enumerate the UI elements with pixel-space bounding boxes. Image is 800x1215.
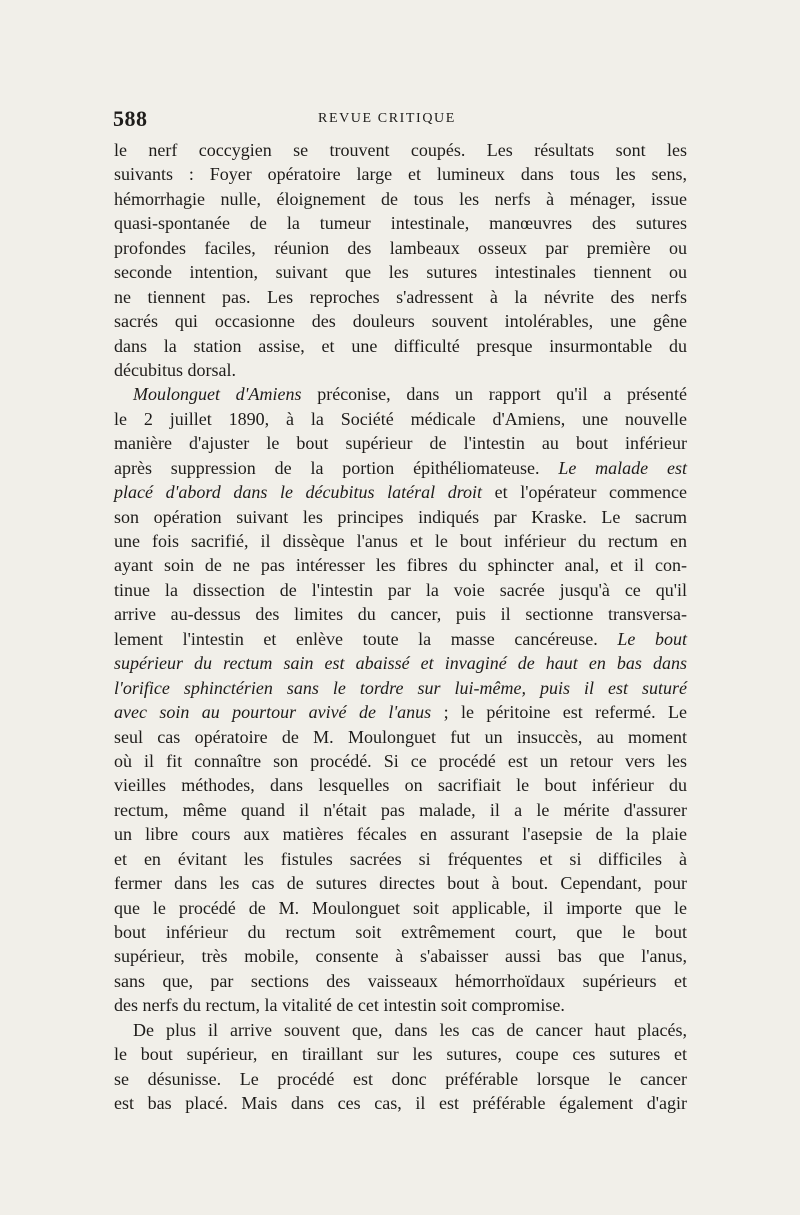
text-line bbox=[114, 1018, 687, 1042]
roman-text: seconde intention, suivant que les sutures intestinales tiennent ou bbox=[114, 262, 687, 283]
roman-text: une fois sacrifié, il dissèque l'anus et le bout inférieur du rectum en bbox=[114, 531, 687, 551]
roman-text: un libre cours aux matières fécales en assurant l'asepsie de la plaie bbox=[114, 824, 687, 845]
text-line bbox=[114, 187, 687, 211]
roman-text: seul cas opératoire de M. Moulonguet fut un insuccès, au moment bbox=[114, 726, 687, 747]
text-line bbox=[114, 334, 687, 358]
roman-text: sans que, par sections des vaisseaux hémorrhoïdaux supérieurs et bbox=[114, 970, 687, 991]
text-line bbox=[114, 749, 687, 773]
roman-text: hémorrhagie nulle, éloignement de tous les nerfs à ménager, issue bbox=[114, 188, 687, 209]
text-line bbox=[114, 1091, 687, 1115]
roman-text: sacrés qui occasionne des douleurs souvent intolérables, une gêne bbox=[114, 311, 687, 332]
text-line bbox=[114, 602, 687, 626]
text-line bbox=[114, 1067, 687, 1091]
roman-text: arrive au-dessus des limites du cancer, puis il sectionne transversa- bbox=[114, 604, 687, 625]
roman-text: le bout supérieur, en tiraillant sur les sutures, coupe ces sutures et bbox=[114, 1044, 687, 1065]
roman-text: ne tiennent pas. Les reproches s'adressent à la névrite des nerfs bbox=[114, 286, 687, 307]
roman-text: et en évitant les fistules sacrées si fréquentes et si difficiles à bbox=[114, 848, 687, 869]
roman-text: tinue la dissection de l'intestin par la voie sacrée jusqu'à ce qu'il bbox=[114, 579, 687, 600]
text-line bbox=[114, 700, 687, 724]
text-line bbox=[114, 969, 687, 993]
roman-text: fermer dans les cas de sutures directes bout à bout. Cependant, pour bbox=[114, 873, 687, 894]
page-number: 588 bbox=[113, 106, 148, 131]
roman-text: ; le péritoine est refermé. Le bbox=[431, 702, 687, 723]
text-line bbox=[114, 627, 687, 651]
text-line bbox=[114, 847, 687, 871]
text-line bbox=[114, 920, 687, 944]
text-line bbox=[114, 138, 687, 162]
text-line bbox=[114, 505, 687, 529]
page-header bbox=[113, 106, 688, 132]
roman-text: est bas placé. Mais dans ces cas, il est préférable également d'agir bbox=[114, 1093, 687, 1114]
roman-text: lement l'intestin et enlève toute la masse cancéreuse. bbox=[114, 628, 618, 649]
italic-text: Le bout bbox=[617, 628, 687, 649]
roman-text: le nerf coccygien se trouvent coupés. Les résultats sont les bbox=[114, 140, 687, 160]
body-text bbox=[114, 138, 687, 1116]
roman-text: suivants : Foyer opératoire large et lumineux dans tous les sens, bbox=[114, 164, 687, 185]
text-line bbox=[114, 456, 687, 480]
text-line bbox=[114, 553, 687, 577]
roman-text: après suppression de la portion épithéliomateuse. bbox=[114, 457, 559, 478]
roman-text: vieilles méthodes, dans lesquelles on sacrifiait le bout inférieur du bbox=[114, 775, 687, 796]
roman-text: décubitus dorsal. bbox=[114, 359, 236, 380]
text-line bbox=[114, 1042, 687, 1066]
roman-text: des nerfs du rectum, la vitalité de cet intestin soit compromise. bbox=[114, 995, 565, 1016]
roman-text: se désunisse. Le procédé est donc préférable lorsque le cancer bbox=[114, 1068, 687, 1089]
text-line bbox=[114, 211, 687, 235]
text-line bbox=[114, 358, 687, 382]
italic-text: placé d'abord dans le décubitus latéral droit bbox=[114, 482, 483, 503]
text-line bbox=[114, 651, 687, 675]
text-line bbox=[114, 260, 687, 284]
text-line bbox=[114, 480, 687, 504]
roman-text: dans la station assise, et une difficulté presque insurmontable du bbox=[114, 335, 687, 356]
text-line bbox=[114, 944, 687, 968]
text-line bbox=[114, 309, 687, 333]
italic-text: l'orifice sphinctérien sans le tordre sur lui-même, puis il est suturé bbox=[114, 677, 687, 698]
running-title: REVUE CRITIQUE bbox=[318, 111, 456, 126]
italic-text: avec soin au pourtour avivé de l'anus bbox=[114, 702, 432, 723]
roman-text: où il fit connaître son procédé. Si ce procédé est un retour vers les bbox=[114, 750, 687, 771]
text-line bbox=[114, 896, 687, 920]
roman-text: bout inférieur du rectum soit extrêmement court, que le bout bbox=[114, 922, 687, 942]
text-line bbox=[114, 725, 687, 749]
roman-text: préconise, dans un rapport qu'il a présenté bbox=[301, 384, 687, 405]
text-line bbox=[114, 993, 687, 1017]
text-line bbox=[114, 871, 687, 895]
text-line bbox=[114, 431, 687, 455]
text-line bbox=[114, 236, 687, 260]
roman-text: son opération suivant les principes indiqués par Kraske. Le sacrum bbox=[114, 506, 687, 527]
text-line bbox=[114, 578, 687, 602]
text-line bbox=[114, 529, 687, 553]
text-line bbox=[114, 798, 687, 822]
roman-text: rectum, même quand il n'était pas malade, il a le mérite d'assurer bbox=[114, 799, 687, 820]
text-line bbox=[114, 822, 687, 846]
text-line bbox=[114, 162, 687, 186]
roman-text: quasi-spontanée de la tumeur intestinale, manœuvres des sutures bbox=[114, 213, 687, 234]
roman-text: que le procédé de M. Moulonguet soit applicable, il importe que le bbox=[114, 897, 687, 918]
roman-text: supérieur, très mobile, consente à s'abaisser aussi bas que l'anus, bbox=[114, 946, 687, 967]
roman-text: manière d'ajuster le bout supérieur de l'intestin au bout inférieur bbox=[114, 433, 687, 454]
italic-text: Moulonguet d'Amiens bbox=[133, 384, 302, 405]
italic-text: Le malade est bbox=[558, 457, 687, 478]
text-line bbox=[114, 773, 687, 797]
text-line bbox=[114, 676, 687, 700]
roman-text: De plus il arrive souvent que, dans les cas de cancer haut placés, bbox=[133, 1019, 687, 1040]
roman-text: et l'opérateur commence bbox=[482, 482, 687, 503]
text-line bbox=[114, 285, 687, 309]
roman-text: le 2 juillet 1890, à la Société médicale d'Amiens, une nouvelle bbox=[114, 408, 687, 429]
text-line bbox=[114, 407, 687, 431]
roman-text: profondes faciles, réunion des lambeaux osseux par première ou bbox=[114, 237, 687, 258]
italic-text: supérieur du rectum sain est abaissé et invaginé de haut en bas dans bbox=[114, 653, 687, 674]
text-line bbox=[114, 382, 687, 406]
roman-text: ayant soin de ne pas intéresser les fibres du sphincter anal, et il con- bbox=[114, 555, 687, 576]
